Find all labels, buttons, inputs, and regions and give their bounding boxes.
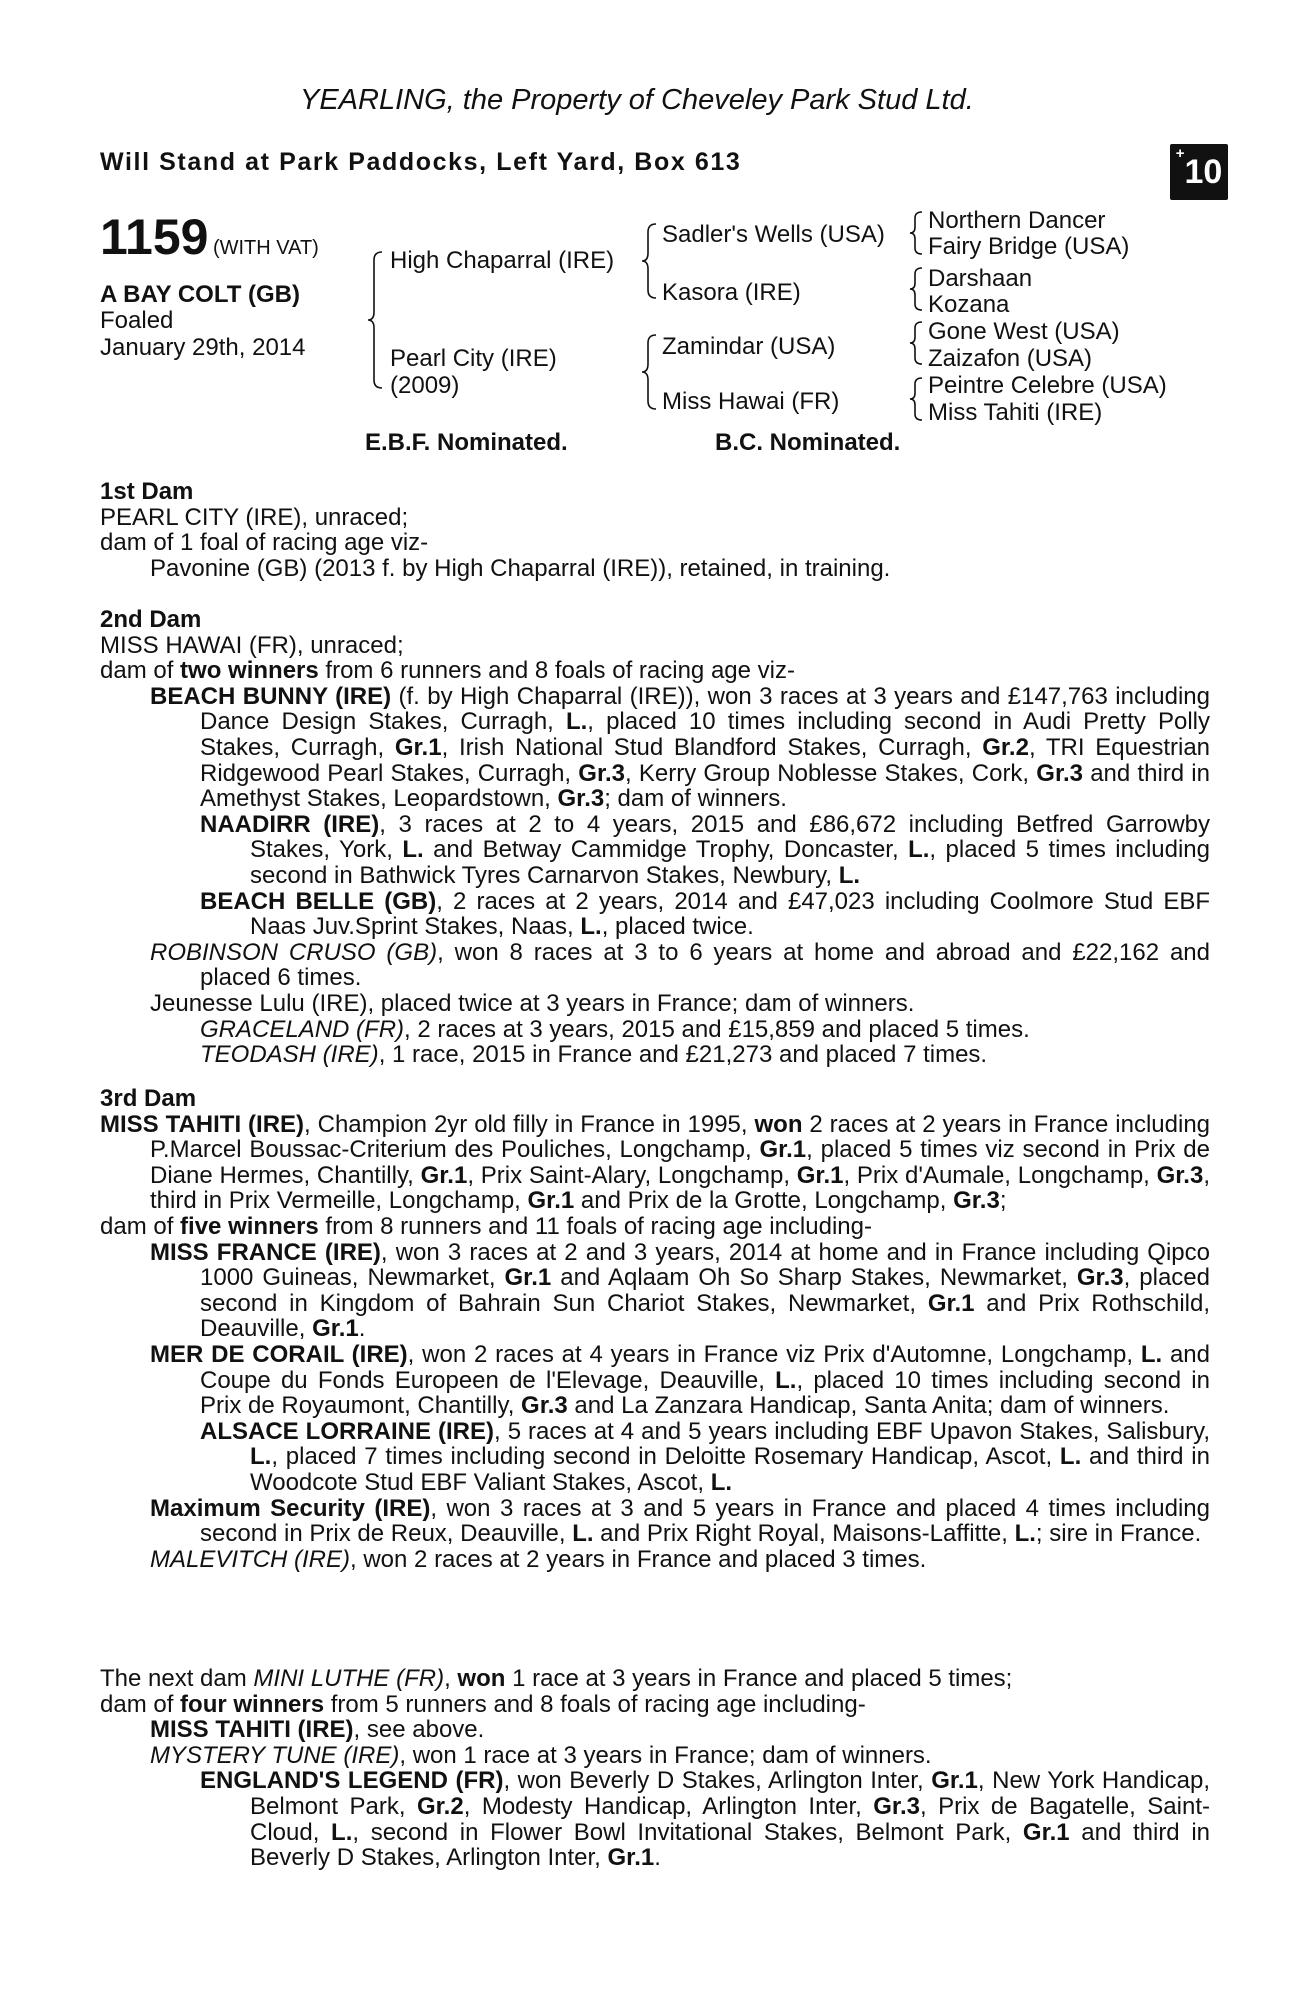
grade: L. <box>908 836 930 864</box>
text: , placed 7 times including second in Deloitte Rosemary Handicap, Ascot, <box>271 1443 1060 1471</box>
grade: L. <box>710 1468 733 1496</box>
text: , Kerry Group Noblesse Stakes, Cork, <box>625 759 1037 787</box>
lot-number-line <box>100 208 319 266</box>
text: , won Beverly D Stakes, Arlington Inter, <box>503 1767 932 1795</box>
text: and Aqlaam Oh So Sharp Stakes, Newmarket, <box>551 1264 1077 1292</box>
horse-name: MISS FRANCE (IRE) <box>150 1238 381 1266</box>
horse-name: BEACH BELLE (GB) <box>200 887 437 915</box>
grade: Gr.1 <box>796 1161 844 1189</box>
text: and third in Woodcote Stud EBF Valiant Stakes, Ascot, <box>250 1443 1210 1496</box>
text: , placed second in Kingdom of Bahrain Sun Chariot Stakes, Newmarket, <box>200 1264 1210 1317</box>
pedigree-brace-dam <box>642 333 662 411</box>
horse-name: Maximum Security (IRE) <box>150 1494 431 1522</box>
next-dam-record <box>100 1666 1210 1692</box>
text: , 3 races at 2 to 4 years, 2015 and £86,672 including Betfred Garrowby Stakes, York, <box>250 810 1211 864</box>
catalogue-header: YEARLING, the Property of Cheveley Park Stud Ltd. <box>300 84 974 116</box>
text: , Prix Saint-Alary, Longchamp, <box>467 1161 797 1189</box>
horse-name: GRACELAND (FR) <box>200 1015 405 1043</box>
text: ; <box>999 1187 1007 1215</box>
horse-name: ALSACE LORRAINE (IRE) <box>200 1417 495 1445</box>
text: dam of <box>100 1212 181 1240</box>
produce-entry <box>100 1240 1210 1342</box>
second-dam-heading: 2nd Dam <box>100 606 202 633</box>
dam-dam: Miss Hawai (FR) <box>662 388 840 415</box>
pedigree-brace-sire <box>642 222 662 300</box>
winners-count: four winners <box>180 1690 325 1718</box>
grade: L. <box>1014 1520 1036 1548</box>
first-dam-produce: Pavonine (GB) (2013 f. by High Chaparral (IRE)), retained, in training. <box>150 554 891 582</box>
pedigree-brace-g4 <box>910 376 926 422</box>
text: , 2 races at 3 years, 2015 and £15,859 and placed 5 times. <box>404 1015 1030 1043</box>
won-label: won <box>457 1665 506 1692</box>
foaled-date: January 29th, 2014 <box>100 334 306 361</box>
text: dam of <box>100 657 181 685</box>
text: , won 2 races at 2 years in France and placed 3 times. <box>350 1545 927 1573</box>
horse-name: ENGLAND'S LEGEND (FR) <box>200 1767 504 1795</box>
foaled-label: Foaled <box>100 307 174 334</box>
badge-number: 10 <box>1184 153 1223 191</box>
grade: Gr.2 <box>982 733 1029 761</box>
grade: L. <box>1059 1443 1082 1471</box>
text: The next dam <box>100 1665 254 1692</box>
text: , <box>444 1665 458 1692</box>
produce-entry: Jeunesse Lulu (IRE), placed twice at 3 years in France; dam of winners. <box>150 989 915 1017</box>
produce-entry <box>100 1042 1210 1068</box>
pedigree-g8: Miss Tahiti (IRE) <box>928 399 1103 426</box>
grade: Gr.3 <box>1076 1264 1124 1292</box>
lot-description: A BAY COLT (GB) <box>100 281 301 308</box>
produce-entry <box>100 1743 1210 1769</box>
text: . <box>654 1844 661 1872</box>
horse-name: NAADIRR (IRE) <box>200 810 380 838</box>
text: , Irish National Stud Blandford Stakes, Curragh, <box>441 733 983 761</box>
pedigree-brace-gen1 <box>368 250 388 390</box>
pedigree-brace-g1 <box>910 210 926 256</box>
text: and Prix de la Grotte, Longchamp, <box>574 1187 954 1215</box>
grade: Gr.1 <box>394 733 442 761</box>
produce-entry <box>100 1017 1210 1043</box>
pedigree-g7: Peintre Celebre (USA) <box>928 372 1167 399</box>
text: 2 races at 2 years in France including P.Marcel Boussac-Criterium des Pouliches, Longchamp, <box>150 1110 1211 1164</box>
horse-name: MER DE CORAIL (IRE) <box>150 1340 408 1368</box>
pedigree-brace-g2 <box>910 266 926 312</box>
lot-number: 1159 <box>100 209 209 265</box>
grade: Gr.1 <box>927 1289 975 1317</box>
text: , placed twice. <box>601 913 754 941</box>
grade: Gr.3 <box>521 1392 568 1420</box>
text: , placed 5 times including second in Bathwick Tyres Carnarvon Stakes, Newbury, <box>250 836 1210 889</box>
text: , New York Handicap, Belmont Park, <box>250 1767 1211 1820</box>
text: and Betway Cammidge Trophy, Doncaster, <box>423 836 909 864</box>
produce-entry <box>100 1342 1210 1419</box>
text: , placed 5 times viz second in Prix de Diane Hermes, Chantilly, <box>150 1136 1210 1189</box>
produce-entry <box>100 1419 1210 1496</box>
third-dam-record <box>100 1112 1210 1214</box>
winners-count: two winners <box>180 657 319 685</box>
winners-count: five winners <box>180 1212 319 1240</box>
produce-entry <box>100 1768 1210 1870</box>
dam-sire: Zamindar (USA) <box>662 333 836 360</box>
grade: L. <box>572 1520 594 1548</box>
text: , 1 race, 2015 in France and £21,273 and placed 7 times. <box>378 1041 988 1069</box>
text: 1 race at 3 years in France and placed 5 times; <box>505 1665 1013 1692</box>
grade: Gr.1 <box>527 1187 575 1215</box>
text: , see above. <box>353 1716 485 1744</box>
grade: Gr.3 <box>1156 1161 1204 1189</box>
second-dam-produce-summary <box>100 658 1210 684</box>
grade: L. <box>775 1366 797 1394</box>
text: (f. by High Chaparral (IRE)), won 3 races at 3 years and £147,763 including Dance Design Stakes, Curragh, <box>200 682 1210 736</box>
grade: Gr.3 <box>873 1792 920 1820</box>
text: , TRI Equestrian Ridgewood Pearl Stakes, Curragh, <box>200 733 1211 787</box>
horse-name: MYSTERY TUNE (IRE) <box>150 1741 400 1769</box>
produce-entry <box>100 1547 1210 1573</box>
second-dam-section <box>100 607 1210 1068</box>
pedigree-g3: Darshaan <box>928 265 1033 292</box>
text: and Prix Rothschild, Deauville, <box>200 1289 1210 1343</box>
sire-sire: Sadler's Wells (USA) <box>662 221 885 248</box>
produce-entry <box>100 889 1210 940</box>
grade: Gr.1 <box>607 1844 655 1872</box>
badge-plus: + <box>1175 145 1185 162</box>
text: and Prix Right Royal, Maisons-Laffitte, <box>593 1520 1015 1548</box>
grade: Gr.3 <box>1036 759 1083 787</box>
first-dam-line: PEARL CITY (IRE), unraced; <box>100 503 409 531</box>
grade: L. <box>838 861 861 889</box>
stand-location: Will Stand at Park Paddocks, Left Yard, Box 613 <box>100 148 742 176</box>
won-label: won <box>754 1110 803 1138</box>
produce-entry <box>100 812 1210 889</box>
grade: Gr.1 <box>759 1136 807 1164</box>
text: , placed 10 times including second in Audi Pretty Polly Stakes, Curragh, <box>200 708 1210 761</box>
text: , Champion 2yr old filly in France in 1995, <box>304 1110 755 1138</box>
text: from 6 runners and 8 foals of racing age viz- <box>318 657 795 685</box>
horse-name: TEODASH (IRE) <box>200 1041 379 1069</box>
horse-name: MALEVITCH (IRE) <box>150 1545 351 1573</box>
pedigree-g2: Fairy Bridge (USA) <box>928 233 1130 260</box>
grade: L. <box>565 708 588 736</box>
text: , 2 races at 2 years, 2014 and £47,023 including Coolmore Stud EBF Naas Juv.Sprint Stakes, Naas, <box>250 887 1210 941</box>
third-dam-heading: 3rd Dam <box>100 1085 197 1112</box>
produce-entry <box>100 1496 1210 1547</box>
grade: Gr.1 <box>420 1161 468 1189</box>
pedigree-g6: Zaizafon (USA) <box>928 345 1093 372</box>
text: , placed 10 times including second in Prix de Royaumont, Chantilly, <box>200 1366 1210 1420</box>
text: , won 8 races at 3 to 6 years at home and abroad and £22,162 and placed 6 times. <box>200 938 1210 992</box>
grade: Gr.1 <box>1022 1818 1070 1846</box>
grade: Gr.1 <box>312 1315 359 1343</box>
next-dam-produce-summary <box>100 1692 1210 1718</box>
horse-name: BEACH BUNNY (IRE) <box>150 682 392 710</box>
text: . <box>358 1315 366 1343</box>
dam-name: Pearl City (IRE) <box>390 345 557 372</box>
grade: L. <box>331 1818 353 1846</box>
produce-entry <box>100 1717 1210 1743</box>
grade: Gr.2 <box>417 1792 464 1820</box>
text: , Prix d'Aumale, Longchamp, <box>843 1161 1157 1189</box>
pedigree-g1: Northern Dancer <box>928 207 1106 234</box>
text: and third in Amethyst Stakes, Leopardstown, <box>200 759 1210 813</box>
text: from 5 runners and 8 foals of racing age including- <box>324 1690 866 1718</box>
text: , won 3 races at 2 and 3 years, 2014 at home and in France including Qipco 1000 Guineas, Newmarket, <box>200 1238 1211 1292</box>
produce-entry <box>100 684 1210 812</box>
text: , won 2 races at 4 years in France viz Prix d'Automne, Longchamp, <box>407 1340 1141 1368</box>
grade: L. <box>402 836 424 864</box>
text: and La Zanzara Handicap, Santa Anita; dam of winners. <box>567 1392 1170 1420</box>
text: , second in Flower Bowl Invitational Stakes, Belmont Park, <box>352 1818 1023 1846</box>
sire-dam: Kasora (IRE) <box>662 279 801 306</box>
second-dam-line: MISS HAWAI (FR), unraced; <box>100 631 404 659</box>
text: ; dam of winners. <box>604 785 787 813</box>
text: , won 3 races at 3 and 5 years in France and placed 4 times including second in Prix de Reux, Deauville, <box>200 1494 1210 1548</box>
grade: L. <box>580 913 602 941</box>
text: and third in Beverly D Stakes, Arlington Inter, <box>250 1818 1210 1872</box>
grade: Gr.1 <box>504 1264 552 1292</box>
text: , third in Prix Vermeille, Longchamp, <box>150 1161 1210 1215</box>
text: , won 1 race at 3 years in France; dam of winners. <box>399 1741 932 1769</box>
grade: Gr.3 <box>578 759 625 787</box>
ebf-nominated: E.B.F. Nominated. <box>365 429 568 456</box>
horse-name: MISS TAHITI (IRE) <box>150 1716 354 1744</box>
sire: High Chaparral (IRE) <box>390 247 615 274</box>
text: and Coupe du Fonds Europeen de l'Elevage, Deauville, <box>200 1340 1210 1394</box>
grade: Gr.1 <box>931 1767 978 1795</box>
text: dam of <box>100 1690 181 1718</box>
pedigree-g4: Kozana <box>928 291 1010 318</box>
text: from 8 runners and 11 foals of racing age including- <box>318 1212 872 1240</box>
lot-badge <box>1170 144 1228 200</box>
third-dam-section <box>100 1086 1210 1572</box>
pedigree-brace-g3 <box>910 320 926 366</box>
horse-name: ROBINSON CRUSO (GB) <box>150 938 438 966</box>
vat-note: (WITH VAT) <box>212 237 319 259</box>
text: , Prix de Bagatelle, Saint-Cloud, <box>250 1792 1210 1846</box>
horse-name: MINI LUTHE (FR) <box>253 1665 445 1692</box>
first-dam-foals: dam of 1 foal of racing age viz- <box>100 529 429 557</box>
text: , Modesty Handicap, Arlington Inter, <box>463 1792 874 1820</box>
grade: L. <box>250 1443 272 1471</box>
first-dam-heading: 1st Dam <box>100 478 194 505</box>
first-dam-section <box>100 479 1210 581</box>
text: ; sire in France. <box>1035 1520 1202 1548</box>
dam-year: (2009) <box>390 372 460 399</box>
pedigree-g5: Gone West (USA) <box>928 318 1120 345</box>
grade: L. <box>1140 1340 1163 1368</box>
produce-entry <box>100 940 1210 991</box>
third-dam-produce-summary <box>100 1214 1210 1240</box>
horse-name: MISS TAHITI (IRE) <box>100 1110 305 1138</box>
text: , 5 races at 4 and 5 years including EBF Upavon Stakes, Salisbury, <box>494 1417 1210 1445</box>
grade: Gr.3 <box>953 1187 1000 1215</box>
grade: Gr.3 <box>557 785 605 813</box>
next-dam-section <box>100 1666 1210 1871</box>
bc-nominated: B.C. Nominated. <box>715 429 901 456</box>
